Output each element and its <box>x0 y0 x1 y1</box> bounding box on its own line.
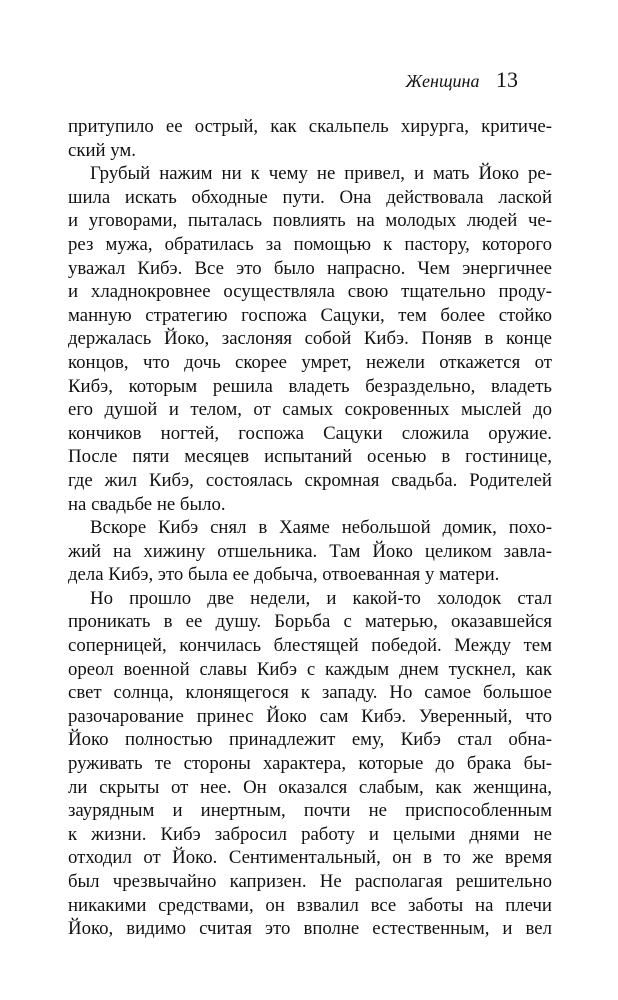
text-line: манную стратегию госпожа Сацуки, тем более стойко <box>68 304 552 326</box>
text-line: проникать в ее душу. Борьба с матерью, оказавшейся <box>68 611 552 633</box>
text-line: Но прошло две недели, и какой-то холодок стал <box>90 587 552 609</box>
text-line: ореол военной славы Кибэ с каждым днем тускнел, как <box>68 658 552 680</box>
body-text <box>68 115 552 941</box>
text-line: держалась Йоко, заслоняя собой Кибэ. Поняв в конце <box>68 328 552 350</box>
text-line: дела Кибэ, это была ее добыча, отвоеванная у матери. <box>68 564 500 586</box>
text-line: притупило ее острый, как скальпель хирурга, критиче- <box>68 116 552 137</box>
text-line: Грубый нажим ни к чему не привел, и мать Йоко ре- <box>90 163 552 185</box>
text-line: Вскоре Кибэ снял в Хаяме небольшой домик, похо- <box>90 517 552 539</box>
text-line: отходил от Йоко. Сентиментальный, он в то же время <box>68 847 552 869</box>
running-head <box>406 68 518 93</box>
text-line: никакими средствами, он взвалил все заботы на плечи <box>68 894 552 916</box>
text-line: рез мужа, обратилась за помощью к пастору, которого <box>68 233 552 255</box>
text-line: свет солнца, клонящегося к западу. Но самое большое <box>68 682 552 704</box>
text-line: заурядным и инертным, почти не приспособленным <box>68 800 552 822</box>
text-line: был чрезвычайно капризен. Не располагая решительно <box>68 871 552 892</box>
text-line: жий на хижину отшельника. Там Йоко целиком завла- <box>68 540 552 562</box>
text-line: После пяти месяцев испытаний осенью в гостинице, <box>68 446 552 468</box>
text-line: к жизни. Кибэ забросил работу и целыми днями не <box>68 823 552 845</box>
text-line: разочарование принес Йоко сам Кибэ. Уверенный, что <box>68 705 552 727</box>
text-line: ский ум. <box>68 139 136 161</box>
running-head-title: Женщина <box>405 71 480 91</box>
text-line: руживать те стороны характера, которые до брака бы- <box>68 753 552 775</box>
page-number: 13 <box>496 67 518 92</box>
text-line: шила искать обходные пути. Она действовала лаской <box>68 186 552 208</box>
text-line: соперницей, кончилась блестящей победой. Между тем <box>68 635 552 657</box>
text-line: и хладнокровнее осуществляла свою тщательно проду- <box>68 281 552 303</box>
text-line: и уговорами, пыталась повлиять на молодых людей че- <box>68 210 552 232</box>
text-line: где жил Кибэ, состоялась скромная свадьба. Родителей <box>68 469 552 491</box>
text-line: Йоко, видимо считая это вполне естественным, и вел <box>68 918 552 940</box>
text-line: Кибэ, которым решила владеть безраздельно, владеть <box>68 375 552 397</box>
text-line: на свадьбе не было. <box>68 493 226 515</box>
text-line: его душой и телом, от самых сокровенных мыслей до <box>68 399 552 421</box>
text-line: ли скрыты от нее. Он оказался слабым, как женщина, <box>68 776 552 798</box>
text-line: Йоко полностью принадлежит ему, Кибэ стал обна- <box>68 729 552 751</box>
text-line: концов, что дочь скорее умрет, нежели откажется от <box>68 351 552 373</box>
text-line: уважал Кибэ. Все это было напрасно. Чем энергичнее <box>68 257 552 279</box>
text-line: кончиков ногтей, госпожа Сацуки сложила оружие. <box>68 422 552 444</box>
